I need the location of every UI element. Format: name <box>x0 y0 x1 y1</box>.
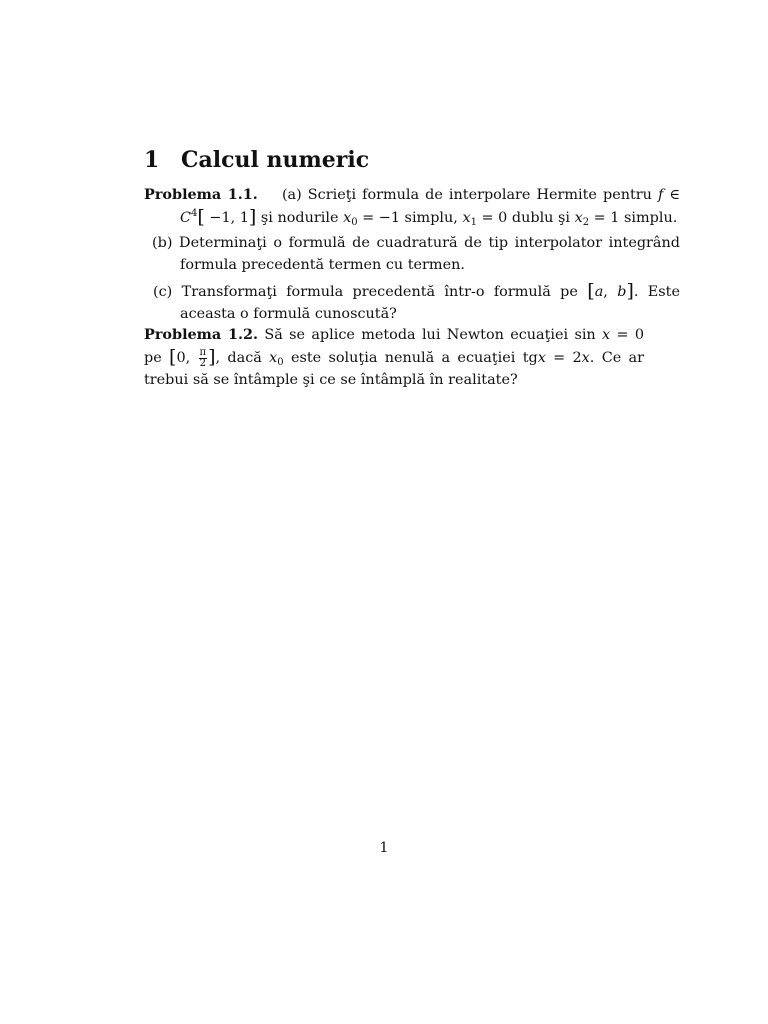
problem-1-1-item-a-marker: (a) <box>281 187 302 203</box>
problem-1-1-item-b-marker: (b) <box>152 235 173 251</box>
math-expression: f ∈ $C^4[ -1$, 1] <box>180 187 680 228</box>
problem-1-1 <box>144 184 680 229</box>
problem-1-1-label: Problema 1.1. <box>144 186 258 203</box>
math-expression: $x_0$ <box>269 350 284 368</box>
problem-1-1-item-c-marker: (c) <box>153 284 173 300</box>
section-title: Calcul numeric <box>181 147 370 173</box>
problem-1-1-item-c <box>144 280 680 325</box>
problem-1-1-item-b-text: Determinaţi o formulă de cuadratură de tip interpolator integrând formula precedentă termen cu termen. <box>179 235 680 273</box>
math-expression: tgx = 2x <box>522 350 590 366</box>
page-number: 1 <box>379 840 389 856</box>
problem-1-2-text: Să se aplice metoda lui Newton ecuaţiei sin x = 0 pe [0, $\frac{\pi}{2}$ ], dacă $x_0$ este soluţia nenulă a ecuaţiei tgx = 2x. Ce ar trebui să se întâmple şi ce se întâmplă în realitate? <box>144 327 644 388</box>
problem-1-1-item-b <box>144 232 680 276</box>
problem-1-1-item-c-text: Transformaţi formula precedentă într-o formulă pe [a, b]. Este aceasta o formulă cunoscută? <box>172 280 680 322</box>
math-expression: $x_0 = -1$ <box>343 210 400 228</box>
section-heading <box>144 146 369 174</box>
math-expression: [0, $\frac{\pi}{2}$ ] <box>169 346 216 369</box>
problem-1-2-label: Problema 1.2. <box>144 326 259 343</box>
problem-1-2 <box>144 324 644 391</box>
math-expression: [a, b] <box>587 280 634 302</box>
math-expression: $x_2 = 1$ <box>574 210 620 228</box>
math-expression: $x_1 = 0$ <box>462 210 508 228</box>
problem-1-1-item-a-text: Scrieţi formula de interpolare Hermite pentru f ∈ $C^4[ -1$, 1] şi nodurile $x_0 = -1$ simplu, $x_1 = 0$ dublu şi $x_2 = 1$ simplu. <box>180 187 680 228</box>
math-expression: sin x = 0 <box>574 327 644 343</box>
section-number: 1 <box>144 147 160 173</box>
